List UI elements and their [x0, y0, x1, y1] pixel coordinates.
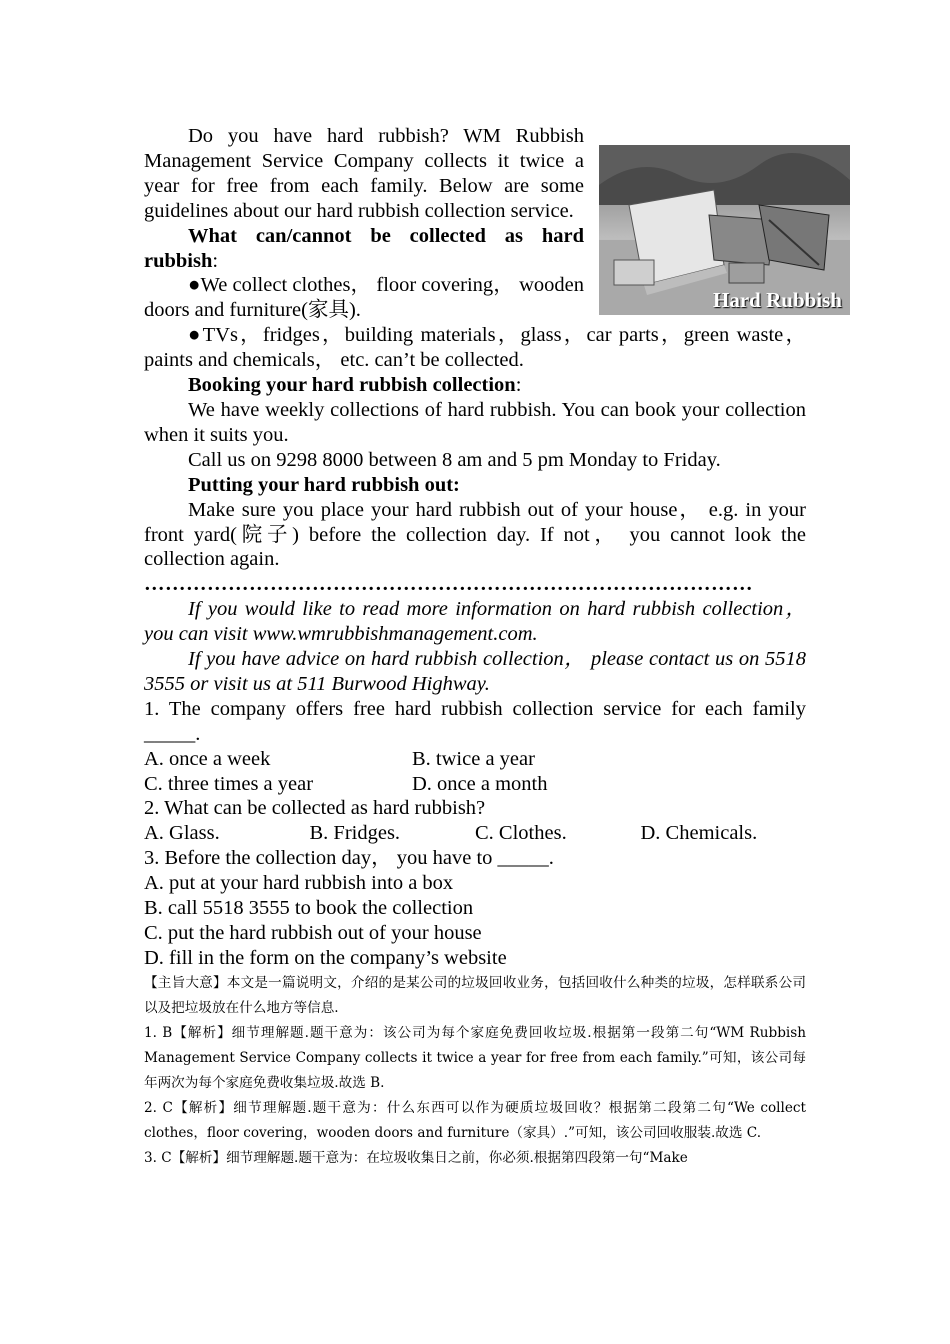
question-1: 1. The company offers free hard rubbish collection service for each family _____.: [144, 697, 806, 745]
q3-option-b: B. call 5518 3555 to book the collection: [144, 897, 474, 920]
question-1-options-row-1: [144, 747, 806, 772]
dotted-divider: ……………………………………………………………………………: [144, 573, 753, 596]
intro-paragraph: Do you have hard rubbish? WM Rubbish Management Service Company collects it twice a year for free from each family. Below are some guidelines about our hard rubbish collection service.: [144, 125, 584, 222]
advice-paragraph: If you have advice on hard rubbish collection， please contact us on 5518 3555 or visit us at 511 Burwood Highway.: [144, 648, 806, 695]
call-paragraph: Call us on 9298 8000 between 8 am and 5 pm Monday to Friday.: [188, 448, 721, 471]
heading1-colon: :: [212, 249, 219, 272]
bullet-not-collected-items: ●TVs，fridges，building materials，glass，car parts，green waste，paints and chemicals， etc. can’t be collected.: [144, 324, 806, 372]
heading-putting-out: Putting your hard rubbish out:: [188, 473, 460, 496]
q2-option-c: C. Clothes.: [475, 822, 567, 845]
q2-option-b: B. Fridges.: [309, 822, 401, 845]
summary-paragraph: 【主旨大意】本文是一篇说明文，介绍的是某公司的垃圾回收业务，包括回收什么种类的垃圾，怎样联系公司以及把垃圾放在什么地方等信息.: [144, 974, 806, 1016]
document-page: [144, 124, 842, 1171]
q1-option-b: B. twice a year: [412, 747, 535, 770]
answer-3-explanation: 3. C【解析】细节理解题.题干意为：在垃圾收集日之前，你必须.根据第四段第一句“Make: [144, 1149, 688, 1166]
booking-paragraph: We have weekly collections of hard rubbish. You can book your collection when it suits you.: [144, 398, 806, 446]
q1-option-a: A. once a week: [144, 747, 271, 770]
question-3: 3. Before the collection day， you have to _____.: [144, 847, 554, 870]
answer-2-explanation: 2. C【解析】细节理解题.题干意为：什么东西可以作为硬质垃圾回收？根据第二段第二句“We collect clothes，floor covering，wooden doors and furniture（家具）.”可知，该公司回收服装.故选 C.: [144, 1099, 806, 1141]
intro-column: [144, 124, 584, 273]
q3-option-a: A. put at your hard rubbish into a box: [144, 872, 454, 895]
image-caption: Hard Rubbish: [713, 288, 842, 312]
q2-option-a: A. Glass.: [144, 822, 220, 845]
heading2-colon: :: [515, 374, 522, 397]
q1-option-d: D. once a month: [412, 772, 548, 795]
heading-booking: [144, 373, 806, 398]
q2-option-d: D. Chemicals.: [640, 822, 758, 845]
question-2: 2. What can be collected as hard rubbish?: [144, 797, 486, 820]
more-info-paragraph: If you would like to read more information on hard rubbish collection， you can visit www.wmrubbishmanagement.com.: [144, 598, 806, 646]
q3-option-d: D. fill in the form on the company’s website: [144, 946, 507, 969]
answer-1-explanation: 1. B【解析】细节理解题.题干意为：该公司为每个家庭免费回收垃圾.根据第一段第二句“WM Rubbish Management Service Company collects it twice a year for free from each family.”可知，该公司每年两次为每个家庭免费收集垃圾.故选 B.: [144, 1024, 806, 1091]
q1-option-c: C. three times a year: [144, 772, 314, 795]
hard-rubbish-photo: [599, 145, 850, 315]
q3-option-c: C. put the hard rubbish out of your house: [144, 922, 482, 944]
bullet-collected-items: ●We collect clothes， floor covering， wooden doors and furniture(家具).: [144, 274, 584, 322]
heading2-text: Booking your hard rubbish collection: [188, 374, 516, 397]
question-2-options: [144, 821, 806, 846]
putting-out-paragraph: Make sure you place your hard rubbish out of your house， e.g. in your front yard(院子) before the collection day. If not， you cannot look the collection again.: [144, 498, 806, 571]
question-1-options-row-2: [144, 772, 806, 797]
heading1-text: What can/cannot be collected as hard rubbish: [144, 224, 584, 272]
heading-what-can-be-collected: [144, 224, 584, 274]
